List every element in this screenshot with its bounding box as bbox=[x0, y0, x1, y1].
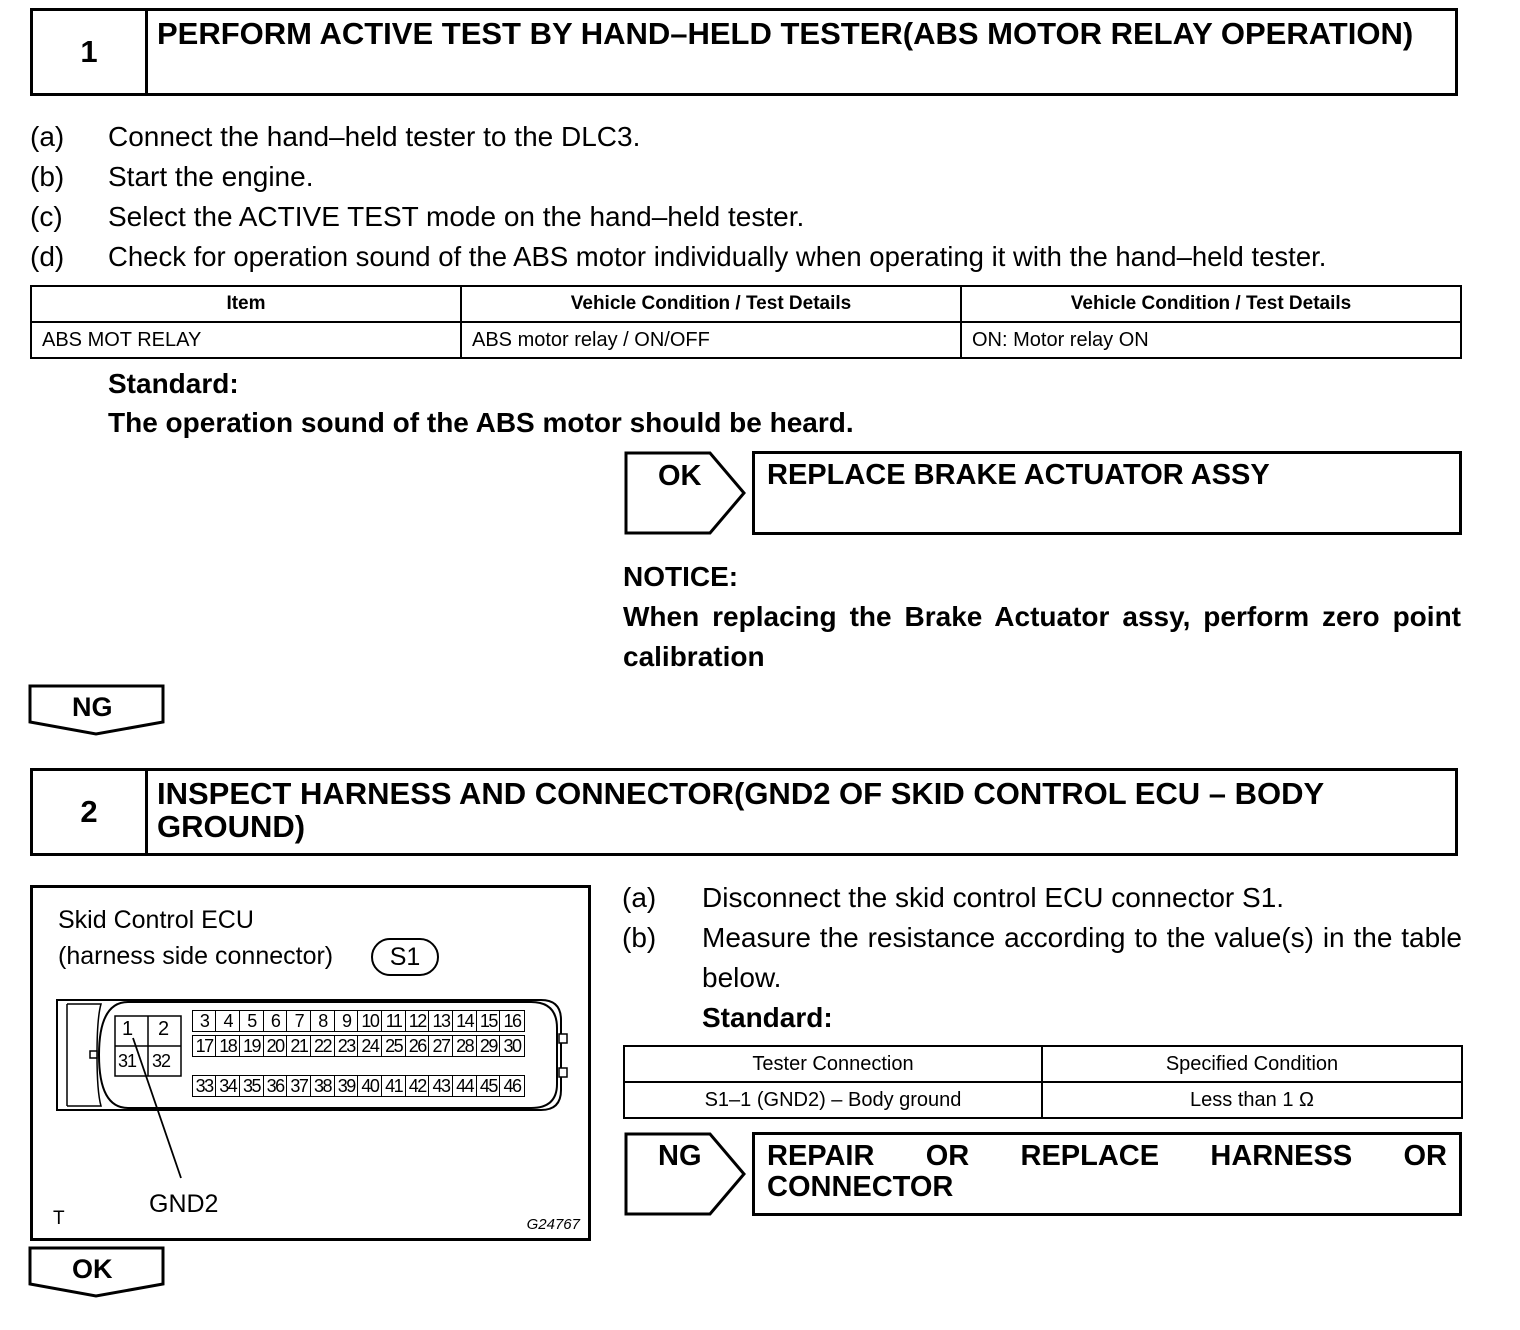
step2-ok-label: OK bbox=[72, 1254, 113, 1284]
connector-id-badge: S1 bbox=[371, 938, 439, 976]
pin-22: 22 bbox=[310, 1035, 335, 1057]
step1-ok-label: OK bbox=[658, 460, 702, 492]
pin-5: 5 bbox=[239, 1010, 264, 1032]
pin-28: 28 bbox=[452, 1035, 477, 1057]
notice-text: When replacing the Brake Actuator assy, perform zero point calibration bbox=[623, 601, 1461, 672]
pin-8: 8 bbox=[310, 1010, 335, 1032]
pin-13: 13 bbox=[428, 1010, 453, 1032]
pin-39: 39 bbox=[334, 1075, 359, 1097]
pin-row-middle bbox=[193, 1035, 525, 1057]
gnd2-label: GND2 bbox=[149, 1190, 219, 1218]
step1-ok-action: REPLACE BRAKE ACTUATOR ASSY bbox=[752, 451, 1462, 535]
step2-standard-label: Standard: bbox=[702, 1002, 833, 1033]
step2-number: 2 bbox=[33, 771, 148, 853]
step2-ng-action: REPAIR OR REPLACE HARNESS OR CONNECTOR bbox=[752, 1132, 1462, 1216]
pin-26: 26 bbox=[405, 1035, 430, 1057]
pin-row-upper bbox=[193, 1010, 525, 1032]
table-cell: ABS MOT RELAY bbox=[31, 322, 461, 358]
figure-code: G24767 bbox=[526, 1216, 580, 1233]
pin-44: 44 bbox=[452, 1075, 477, 1097]
table-header-cell: Item bbox=[31, 286, 461, 322]
diagram-title: Skid Control ECU bbox=[58, 906, 254, 934]
pin-15: 15 bbox=[476, 1010, 501, 1032]
pin-35: 35 bbox=[239, 1075, 264, 1097]
step1-number: 1 bbox=[33, 11, 148, 93]
diagram-subtitle: (harness side connector) bbox=[58, 942, 334, 970]
step1-ng-label: NG bbox=[72, 692, 113, 722]
table-header-row bbox=[31, 286, 1461, 322]
corner-mark: T bbox=[53, 1208, 65, 1229]
pin-21: 21 bbox=[286, 1035, 311, 1057]
pin-18: 18 bbox=[215, 1035, 240, 1057]
pin-6: 6 bbox=[263, 1010, 288, 1032]
step1-title: PERFORM ACTIVE TEST BY HAND–HELD TESTER(ABS MOTOR RELAY OPERATION) bbox=[157, 16, 1414, 51]
step2-header bbox=[30, 768, 1458, 856]
table-cell: S1–1 (GND2) – Body ground bbox=[624, 1082, 1042, 1118]
pin-16: 16 bbox=[499, 1010, 524, 1032]
pin-29: 29 bbox=[476, 1035, 501, 1057]
table-cell: ON: Motor relay ON bbox=[961, 322, 1461, 358]
step1-standard-text: The operation sound of the ABS motor should be heard. bbox=[108, 407, 854, 438]
table-header-cell: Vehicle Condition / Test Details bbox=[461, 286, 961, 322]
table-header-row bbox=[624, 1046, 1462, 1082]
pin-38: 38 bbox=[310, 1075, 335, 1097]
pin-7: 7 bbox=[286, 1010, 311, 1032]
step2-spec-table bbox=[623, 1045, 1463, 1119]
table-header-cell: Tester Connection bbox=[624, 1046, 1042, 1082]
pin-45: 45 bbox=[476, 1075, 501, 1097]
pin-36: 36 bbox=[263, 1075, 288, 1097]
pin-9: 9 bbox=[334, 1010, 359, 1032]
pin-1: 1 bbox=[122, 1018, 134, 1040]
table-header-cell: Vehicle Condition / Test Details bbox=[961, 286, 1461, 322]
step1-standard-label: Standard: bbox=[108, 368, 239, 399]
step2-title: INSPECT HARNESS AND CONNECTOR(GND2 OF SKID CONTROL ECU – BODY GROUND) bbox=[157, 776, 1324, 844]
pin-34: 34 bbox=[215, 1075, 240, 1097]
pin-14: 14 bbox=[452, 1010, 477, 1032]
table-cell: Less than 1 Ω bbox=[1042, 1082, 1462, 1118]
step1-header bbox=[30, 8, 1458, 96]
table-cell: ABS motor relay / ON/OFF bbox=[461, 322, 961, 358]
pin-4: 4 bbox=[215, 1010, 240, 1032]
connector-drawing bbox=[33, 888, 588, 1238]
table-row bbox=[624, 1082, 1462, 1118]
pin-3: 3 bbox=[192, 1010, 217, 1032]
pin-10: 10 bbox=[357, 1010, 382, 1032]
connector-diagram bbox=[30, 885, 591, 1241]
pin-row-lower bbox=[193, 1075, 525, 1097]
notice-label: NOTICE: bbox=[623, 561, 739, 592]
pin-2: 2 bbox=[158, 1018, 170, 1040]
pin-27: 27 bbox=[428, 1035, 453, 1057]
pin-41: 41 bbox=[381, 1075, 406, 1097]
pin-46: 46 bbox=[499, 1075, 524, 1097]
pin-12: 12 bbox=[405, 1010, 430, 1032]
pin-40: 40 bbox=[357, 1075, 382, 1097]
pin-23: 23 bbox=[334, 1035, 359, 1057]
table-row bbox=[31, 322, 1461, 358]
pin-20: 20 bbox=[263, 1035, 288, 1057]
table-header-cell: Specified Condition bbox=[1042, 1046, 1462, 1082]
pin-42: 42 bbox=[405, 1075, 430, 1097]
pin-11: 11 bbox=[381, 1010, 406, 1032]
pin-17: 17 bbox=[192, 1035, 217, 1057]
pin-25: 25 bbox=[381, 1035, 406, 1057]
pin-37: 37 bbox=[286, 1075, 311, 1097]
pin-31: 31 bbox=[118, 1051, 137, 1071]
step1-test-table bbox=[30, 285, 1462, 359]
step2-item-b: (b) Measure the resistance according to the value(s) in the table below. bbox=[622, 922, 1462, 993]
pin-32: 32 bbox=[152, 1051, 171, 1071]
pin-19: 19 bbox=[239, 1035, 264, 1057]
step2-ng-label: NG bbox=[658, 1140, 702, 1172]
pin-30: 30 bbox=[499, 1035, 524, 1057]
pin-33: 33 bbox=[192, 1075, 217, 1097]
pin-43: 43 bbox=[428, 1075, 453, 1097]
pin-24: 24 bbox=[357, 1035, 382, 1057]
